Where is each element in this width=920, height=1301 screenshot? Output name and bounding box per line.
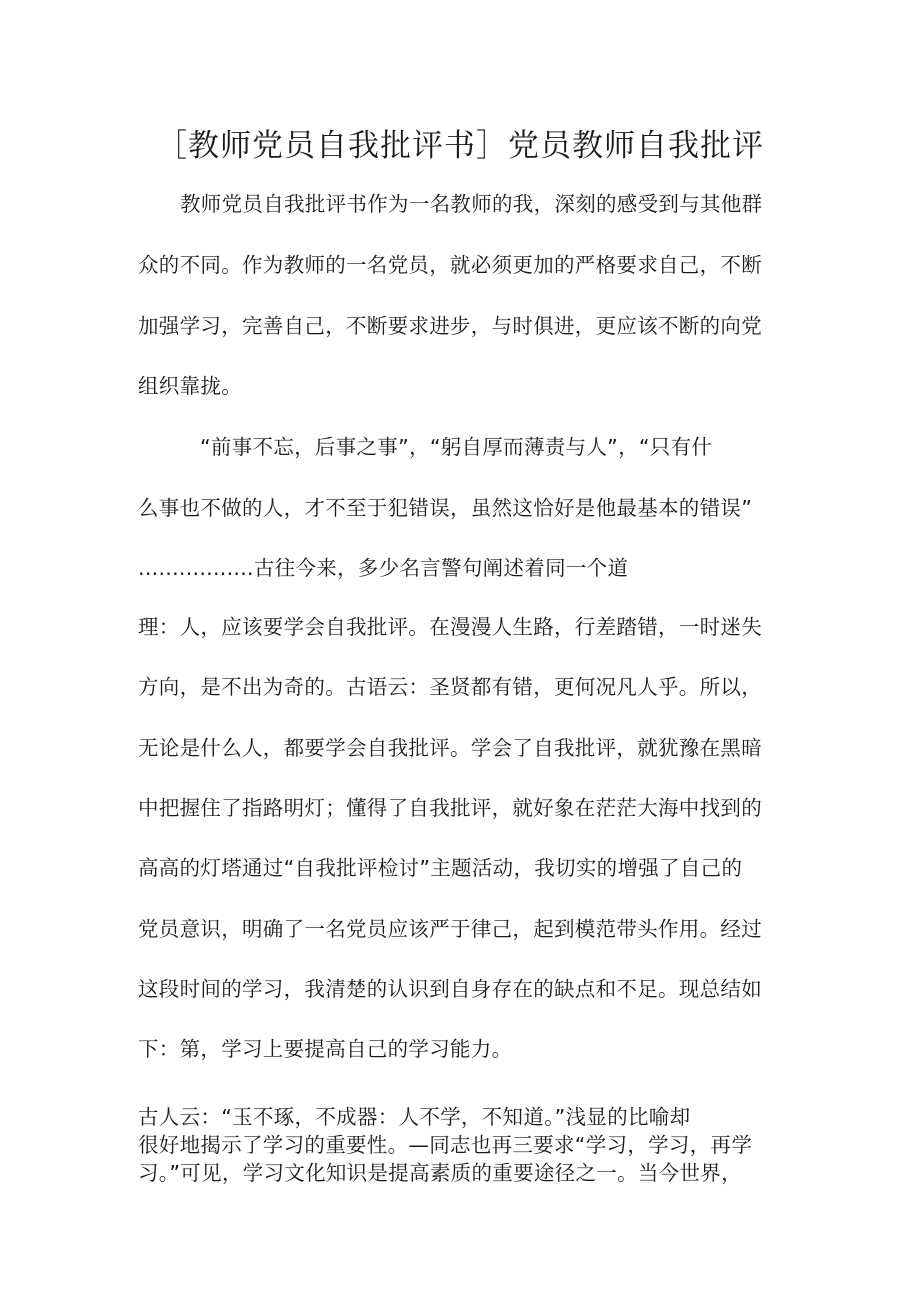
- paragraph-2-line-4: 理：人，应该要学会自我批评。在漫漫人生路，行差踏错，一时迷失: [138, 615, 762, 639]
- paragraph-3-line-1: 古人云：“玉不琢，不成器：人不学，不知道。”浅显的比喻却: [138, 1105, 691, 1129]
- paragraph-2-line-1: “前事不忘，后事之事”，“躬自厚而薄责与人”，“只有什: [200, 435, 713, 459]
- paragraph-1-line-3: 加强学习，完善自己，不断要求进步，与时俱进，更应该不断的向党: [138, 314, 762, 338]
- paragraph-3-line-3: 习。”可见，学习文化知识是提高素质的重要途径之一。当今世界，: [138, 1161, 742, 1185]
- paragraph-3-line-2: 很好地揭示了学习的重要性。—同志也再三要求“学习，学习，再学: [138, 1133, 753, 1157]
- paragraph-2-line-6: 无论是什么人，都要学会自我批评。学会了自我批评，就犹豫在黑暗: [138, 736, 762, 760]
- paragraph-1-line-4: 组织靠拢。: [138, 374, 242, 398]
- paragraph-2-line-10: 这段时间的学习，我清楚的认识到自身存在的缺点和不足。现总结如: [138, 977, 762, 1001]
- paragraph-1-line-2: 众的不同。作为教师的一名党员，就必须更加的严格要求自己，不断: [138, 253, 762, 277]
- paragraph-2-line-3: .................古往今来，多少名言警句阐述着同一个道: [138, 556, 629, 580]
- paragraph-2-line-2: 么事也不做的人，才不至于犯错误，虽然这恰好是他最基本的错误”: [138, 496, 753, 520]
- paragraph-2-line-7: 中把握住了指路明灯；懂得了自我批评，就好象在茫茫大海中找到的: [138, 796, 762, 820]
- paragraph-2-line-9: 党员意识，明确了一名党员应该严于律己，起到模范带头作用。经过: [138, 917, 762, 941]
- paragraph-2-line-8: 高高的灯塔通过“自我批评检讨”主题活动，我切实的增强了自己的: [138, 856, 743, 880]
- paragraph-1-line-1: 教师党员自我批评书作为一名教师的我，深刻的感受到与其他群: [180, 192, 763, 216]
- page-title: ［教师党员自我批评书］党员教师自我批评: [156, 128, 764, 164]
- paragraph-2-line-5: 方向，是不出为奇的。古语云：圣贤都有错，更何况凡人乎。所以，: [138, 675, 762, 699]
- paragraph-2-line-11: 下：第，学习上要提高自己的学习能力。: [138, 1037, 513, 1061]
